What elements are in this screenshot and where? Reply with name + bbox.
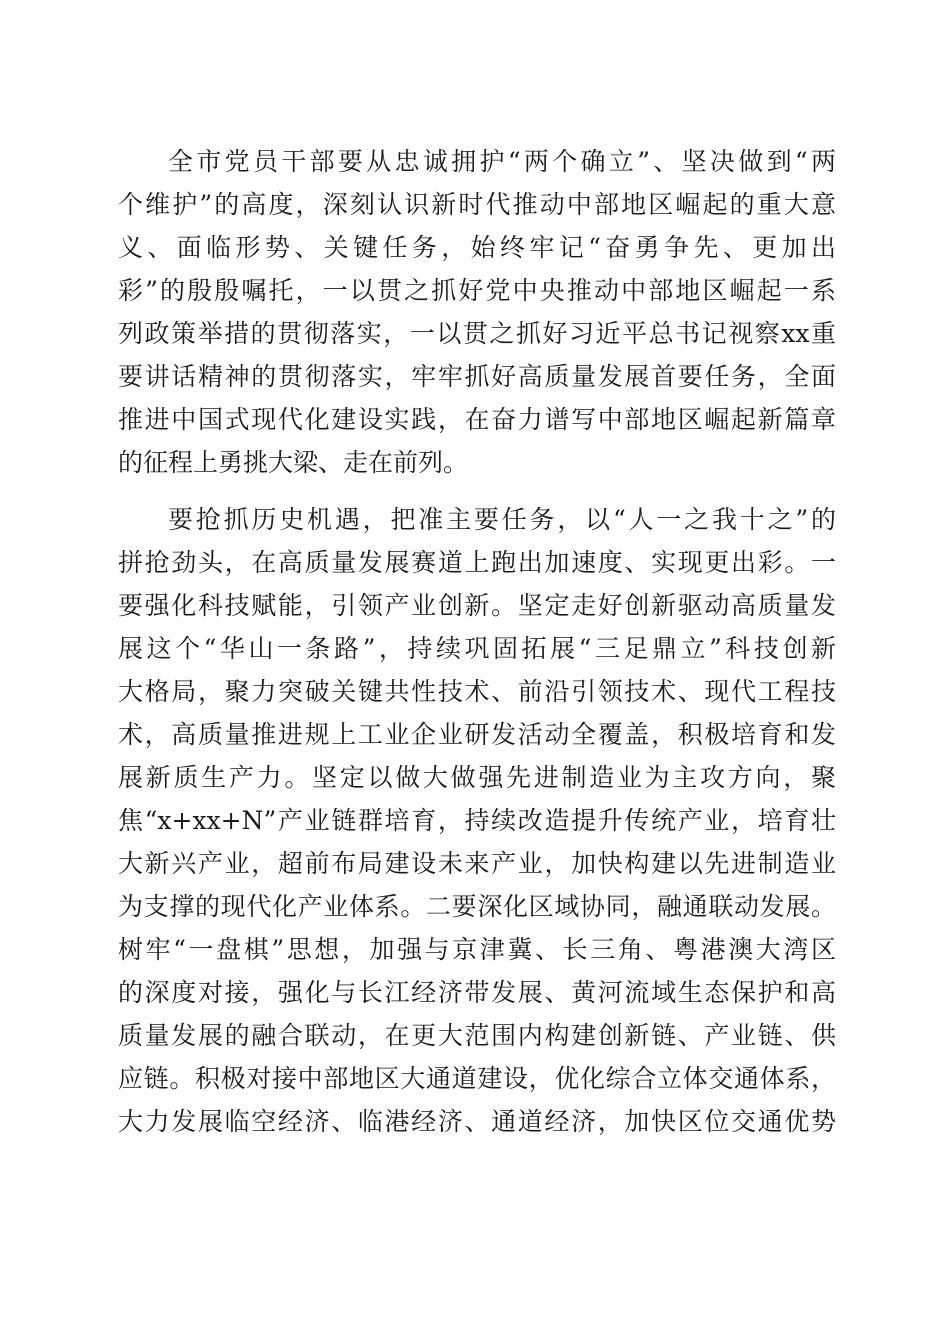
paragraph-2-line-7: 展新质生产力。坚定以做大做强先进制造业为主攻方向，聚 [118, 763, 836, 792]
paragraph-2-line-14: 应链。积极对接中部地区大通道建设，优化综合立体交通体系， [118, 1064, 836, 1093]
paragraph-2-line-9: 大新兴产业，超前布局建设未来产业，加快构建以先进制造业 [118, 849, 836, 878]
paragraph-1-line-4: 彩”的殷殷嘱托，一以贯之抓好党中央推动中部地区崛起一系 [118, 276, 836, 305]
paragraph-1-line-2: 个维护”的高度，深刻认识新时代推动中部地区崛起的重大意 [118, 190, 836, 219]
paragraph-1-line-5: 列政策举措的贯彻落实，一以贯之抓好习近平总书记视察xx重 [118, 319, 836, 348]
paragraph-2-line-5: 大格局，聚力突破关键共性技术、前沿引领技术、现代工程技 [118, 677, 836, 706]
paragraph-2-line-13: 质量发展的融合联动，在更大范围内构建创新链、产业链、供 [118, 1021, 836, 1050]
paragraph-2-line-6: 术，高质量推进规上工业企业研发活动全覆盖，积极培育和发 [118, 720, 836, 749]
paragraph-2-line-10: 为支撑的现代化产业体系。二要深化区域协同，融通联动发展。 [118, 892, 836, 921]
paragraph-2-line-15: 大力发展临空经济、临港经济、通道经济，加快区位交通优势 [118, 1107, 836, 1136]
paragraph-1-line-6: 要讲话精神的贯彻落实，牢牢抓好高质量发展首要任务，全面 [118, 362, 836, 391]
paragraph-1-line-8: 的征程上勇挑大梁、走在前列。 [118, 448, 469, 477]
paragraph-2-line-8: 焦“x+xx+N”产业链群培育，持续改造提升传统产业，培育壮 [118, 806, 836, 835]
paragraph-2-line-2: 拼抢劲头，在高质量发展赛道上跑出加速度、实现更出彩。一 [118, 548, 836, 577]
paragraph-1-line-7: 推进中国式现代化建设实践，在奋力谱写中部地区崛起新篇章 [118, 405, 836, 434]
paragraph-2-line-4: 展这个“华山一条路”，持续巩固拓展“三足鼎立”科技创新 [118, 634, 836, 663]
paragraph-2-line-11: 树牢“一盘棋”思想，加强与京津冀、长三角、粤港澳大湾区 [118, 935, 836, 964]
paragraph-2-line-3: 要强化科技赋能，引领产业创新。坚定走好创新驱动高质量发 [118, 591, 836, 620]
paragraph-2-line-12: 的深度对接，强化与长江经济带发展、黄河流域生态保护和高 [118, 978, 836, 1007]
paragraph-1-line-1: 全市党员干部要从忠诚拥护“两个确立”、坚决做到“两 [168, 147, 836, 176]
paragraph-2-line-1: 要抢抓历史机遇，把准主要任务，以“人一之我十之”的 [168, 505, 836, 534]
paragraph-1-line-3: 义、面临形势、关键任务，始终牢记“奋勇争先、更加出 [118, 233, 836, 262]
